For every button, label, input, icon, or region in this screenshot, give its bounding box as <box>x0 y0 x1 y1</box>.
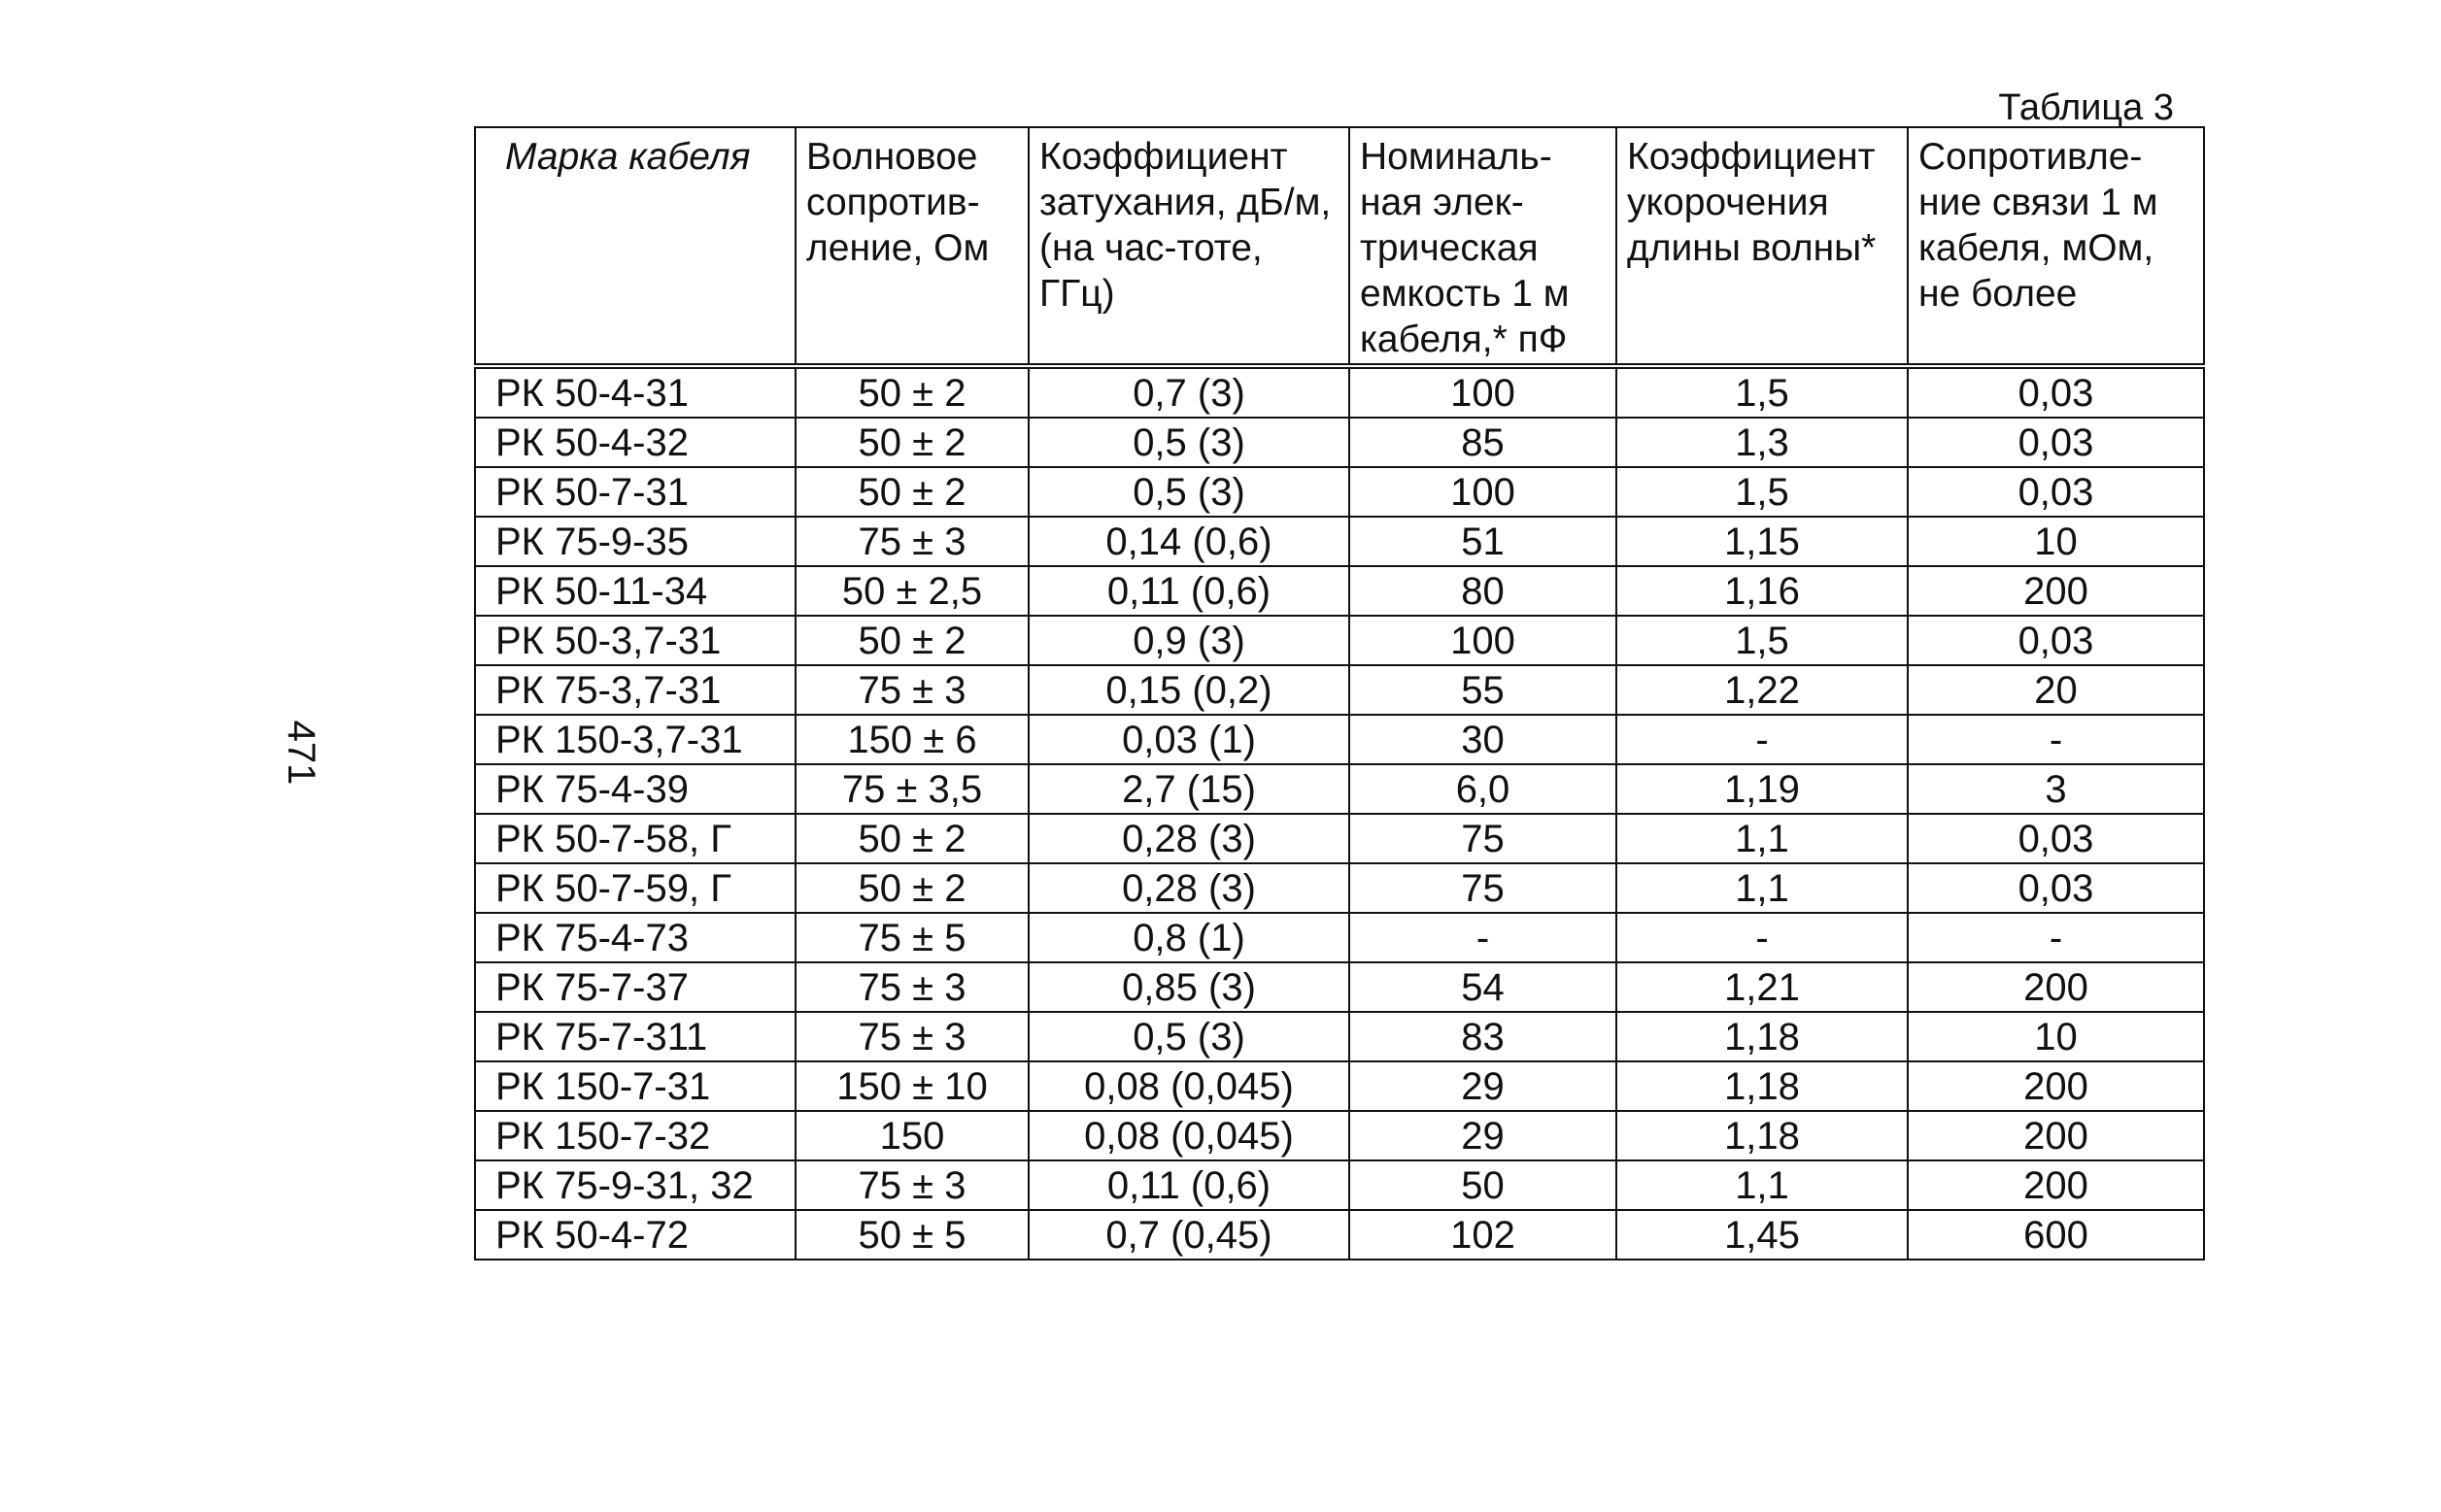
table-row <box>475 814 2204 863</box>
attenuation-cell: 0,5 (3) <box>1029 418 1349 467</box>
table-caption: Таблица 3 <box>1998 87 2174 128</box>
table-row <box>475 1012 2204 1061</box>
cable-brand-cell: РК 150-3,7-31 <box>475 715 796 764</box>
attenuation-cell: 0,7 (3) <box>1029 366 1349 418</box>
table-row <box>475 566 2204 616</box>
attenuation-cell: 0,08 (0,045) <box>1029 1111 1349 1160</box>
coupling-resistance-cell: 3 <box>1908 764 2204 814</box>
wave-impedance-cell: 75 ± 3 <box>796 1012 1029 1061</box>
coupling-resistance-cell: 10 <box>1908 517 2204 566</box>
capacitance-cell: 83 <box>1349 1012 1616 1061</box>
capacitance-cell: 29 <box>1349 1111 1616 1160</box>
cable-brand-cell: РК 75-7-37 <box>475 962 796 1012</box>
wave-impedance-cell: 150 ± 10 <box>796 1061 1029 1111</box>
shortening-factor-cell: 1,1 <box>1616 863 1908 913</box>
table-row <box>475 616 2204 665</box>
column-header-cable-brand: Марка кабеля <box>475 127 796 366</box>
coupling-resistance-cell: 10 <box>1908 1012 2204 1061</box>
attenuation-cell: 0,9 (3) <box>1029 616 1349 665</box>
attenuation-cell: 0,14 (0,6) <box>1029 517 1349 566</box>
attenuation-cell: 0,11 (0,6) <box>1029 1160 1349 1210</box>
capacitance-cell: 75 <box>1349 863 1616 913</box>
coupling-resistance-cell: 0,03 <box>1908 863 2204 913</box>
wave-impedance-cell: 75 ± 3 <box>796 517 1029 566</box>
cable-brand-cell: РК 75-7-311 <box>475 1012 796 1061</box>
capacitance-cell: 75 <box>1349 814 1616 863</box>
capacitance-cell: 51 <box>1349 517 1616 566</box>
wave-impedance-cell: 50 ± 2,5 <box>796 566 1029 616</box>
wave-impedance-cell: 50 ± 2 <box>796 467 1029 517</box>
attenuation-cell: 0,7 (0,45) <box>1029 1210 1349 1260</box>
coupling-resistance-cell: - <box>1908 715 2204 764</box>
attenuation-cell: 0,15 (0,2) <box>1029 665 1349 715</box>
cable-parameters-table <box>474 126 2205 1260</box>
shortening-factor-cell: 1,5 <box>1616 366 1908 418</box>
shortening-factor-cell: 1,1 <box>1616 814 1908 863</box>
coupling-resistance-cell: 200 <box>1908 962 2204 1012</box>
attenuation-cell: 2,7 (15) <box>1029 764 1349 814</box>
table-row <box>475 366 2204 418</box>
capacitance-cell: 100 <box>1349 616 1616 665</box>
table-row <box>475 764 2204 814</box>
shortening-factor-cell: 1,16 <box>1616 566 1908 616</box>
attenuation-cell: 0,03 (1) <box>1029 715 1349 764</box>
table-body <box>475 366 2204 1260</box>
attenuation-cell: 0,5 (3) <box>1029 467 1349 517</box>
shortening-factor-cell: - <box>1616 715 1908 764</box>
cable-brand-cell: РК 50-7-31 <box>475 467 796 517</box>
wave-impedance-cell: 50 ± 2 <box>796 863 1029 913</box>
cable-brand-cell: РК 75-9-35 <box>475 517 796 566</box>
shortening-factor-cell: 1,5 <box>1616 467 1908 517</box>
table-row <box>475 1160 2204 1210</box>
coupling-resistance-cell: 600 <box>1908 1210 2204 1260</box>
capacitance-cell: - <box>1349 913 1616 962</box>
column-header-capacitance: Номиналь-ная элек-трическая емкость 1 м кабеля,* пФ <box>1349 127 1616 366</box>
shortening-factor-cell: 1,3 <box>1616 418 1908 467</box>
wave-impedance-cell: 50 ± 2 <box>796 616 1029 665</box>
wave-impedance-cell: 75 ± 3,5 <box>796 764 1029 814</box>
wave-impedance-cell: 50 ± 2 <box>796 418 1029 467</box>
wave-impedance-cell: 150 ± 6 <box>796 715 1029 764</box>
cable-brand-cell: РК 50-4-72 <box>475 1210 796 1260</box>
wave-impedance-cell: 75 ± 3 <box>796 1160 1029 1210</box>
cable-brand-cell: РК 150-7-32 <box>475 1111 796 1160</box>
attenuation-cell: 0,28 (3) <box>1029 863 1349 913</box>
column-header-wave-impedance: Волновое сопротив-ление, Ом <box>796 127 1029 366</box>
coupling-resistance-cell: 200 <box>1908 1111 2204 1160</box>
shortening-factor-cell: 1,19 <box>1616 764 1908 814</box>
shortening-factor-cell: 1,22 <box>1616 665 1908 715</box>
shortening-factor-cell: 1,5 <box>1616 616 1908 665</box>
shortening-factor-cell: 1,1 <box>1616 1160 1908 1210</box>
cable-brand-cell: РК 75-4-39 <box>475 764 796 814</box>
capacitance-cell: 85 <box>1349 418 1616 467</box>
shortening-factor-cell: 1,21 <box>1616 962 1908 1012</box>
attenuation-cell: 0,5 (3) <box>1029 1012 1349 1061</box>
table-row <box>475 467 2204 517</box>
wave-impedance-cell: 75 ± 5 <box>796 913 1029 962</box>
cable-brand-cell: РК 75-3,7-31 <box>475 665 796 715</box>
capacitance-cell: 55 <box>1349 665 1616 715</box>
shortening-factor-cell: 1,18 <box>1616 1061 1908 1111</box>
shortening-factor-cell: 1,15 <box>1616 517 1908 566</box>
wave-impedance-cell: 50 ± 2 <box>796 814 1029 863</box>
table-row <box>475 1210 2204 1260</box>
column-header-coupling-resistance: Сопротивле-ние связи 1 м кабеля, мОм, не более <box>1908 127 2204 366</box>
table-row <box>475 1061 2204 1111</box>
capacitance-cell: 50 <box>1349 1160 1616 1210</box>
column-header-attenuation: Коэффициент затухания, дБ/м, (на час-тоте, ГГц) <box>1029 127 1349 366</box>
cable-brand-cell: РК 50-4-32 <box>475 418 796 467</box>
coupling-resistance-cell: 0,03 <box>1908 814 2204 863</box>
wave-impedance-cell: 50 ± 2 <box>796 366 1029 418</box>
capacitance-cell: 30 <box>1349 715 1616 764</box>
column-header-shortening-factor: Коэффициент укорочения длины волны* <box>1616 127 1908 366</box>
wave-impedance-cell: 75 ± 3 <box>796 962 1029 1012</box>
coupling-resistance-cell: 200 <box>1908 1061 2204 1111</box>
coupling-resistance-cell: 200 <box>1908 566 2204 616</box>
table-row <box>475 715 2204 764</box>
cable-brand-cell: РК 150-7-31 <box>475 1061 796 1111</box>
shortening-factor-cell: - <box>1616 913 1908 962</box>
table-row <box>475 1111 2204 1160</box>
cable-brand-cell: РК 50-4-31 <box>475 366 796 418</box>
coupling-resistance-cell: 0,03 <box>1908 467 2204 517</box>
table-row <box>475 863 2204 913</box>
capacitance-cell: 54 <box>1349 962 1616 1012</box>
shortening-factor-cell: 1,18 <box>1616 1012 1908 1061</box>
cable-brand-cell: РК 50-11-34 <box>475 566 796 616</box>
coupling-resistance-cell: 0,03 <box>1908 616 2204 665</box>
cable-brand-cell: РК 75-9-31, 32 <box>475 1160 796 1210</box>
coupling-resistance-cell: 20 <box>1908 665 2204 715</box>
table-row <box>475 517 2204 566</box>
attenuation-cell: 0,8 (1) <box>1029 913 1349 962</box>
coupling-resistance-cell: 0,03 <box>1908 418 2204 467</box>
capacitance-cell: 29 <box>1349 1061 1616 1111</box>
capacitance-cell: 102 <box>1349 1210 1616 1260</box>
table-header-row <box>475 127 2204 366</box>
cable-brand-cell: РК 50-7-58, Г <box>475 814 796 863</box>
shortening-factor-cell: 1,18 <box>1616 1111 1908 1160</box>
capacitance-cell: 100 <box>1349 467 1616 517</box>
capacitance-cell: 100 <box>1349 366 1616 418</box>
coupling-resistance-cell: 0,03 <box>1908 366 2204 418</box>
wave-impedance-cell: 150 <box>796 1111 1029 1160</box>
attenuation-cell: 0,08 (0,045) <box>1029 1061 1349 1111</box>
table-row <box>475 962 2204 1012</box>
cable-brand-cell: РК 75-4-73 <box>475 913 796 962</box>
attenuation-cell: 0,28 (3) <box>1029 814 1349 863</box>
page-number: 471 <box>280 720 322 786</box>
wave-impedance-cell: 50 ± 5 <box>796 1210 1029 1260</box>
table-row <box>475 913 2204 962</box>
shortening-factor-cell: 1,45 <box>1616 1210 1908 1260</box>
coupling-resistance-cell: 200 <box>1908 1160 2204 1210</box>
table-row <box>475 418 2204 467</box>
cable-brand-cell: РК 50-3,7-31 <box>475 616 796 665</box>
attenuation-cell: 0,85 (3) <box>1029 962 1349 1012</box>
capacitance-cell: 6,0 <box>1349 764 1616 814</box>
wave-impedance-cell: 75 ± 3 <box>796 665 1029 715</box>
capacitance-cell: 80 <box>1349 566 1616 616</box>
coupling-resistance-cell: - <box>1908 913 2204 962</box>
attenuation-cell: 0,11 (0,6) <box>1029 566 1349 616</box>
table-row <box>475 665 2204 715</box>
cable-brand-cell: РК 50-7-59, Г <box>475 863 796 913</box>
